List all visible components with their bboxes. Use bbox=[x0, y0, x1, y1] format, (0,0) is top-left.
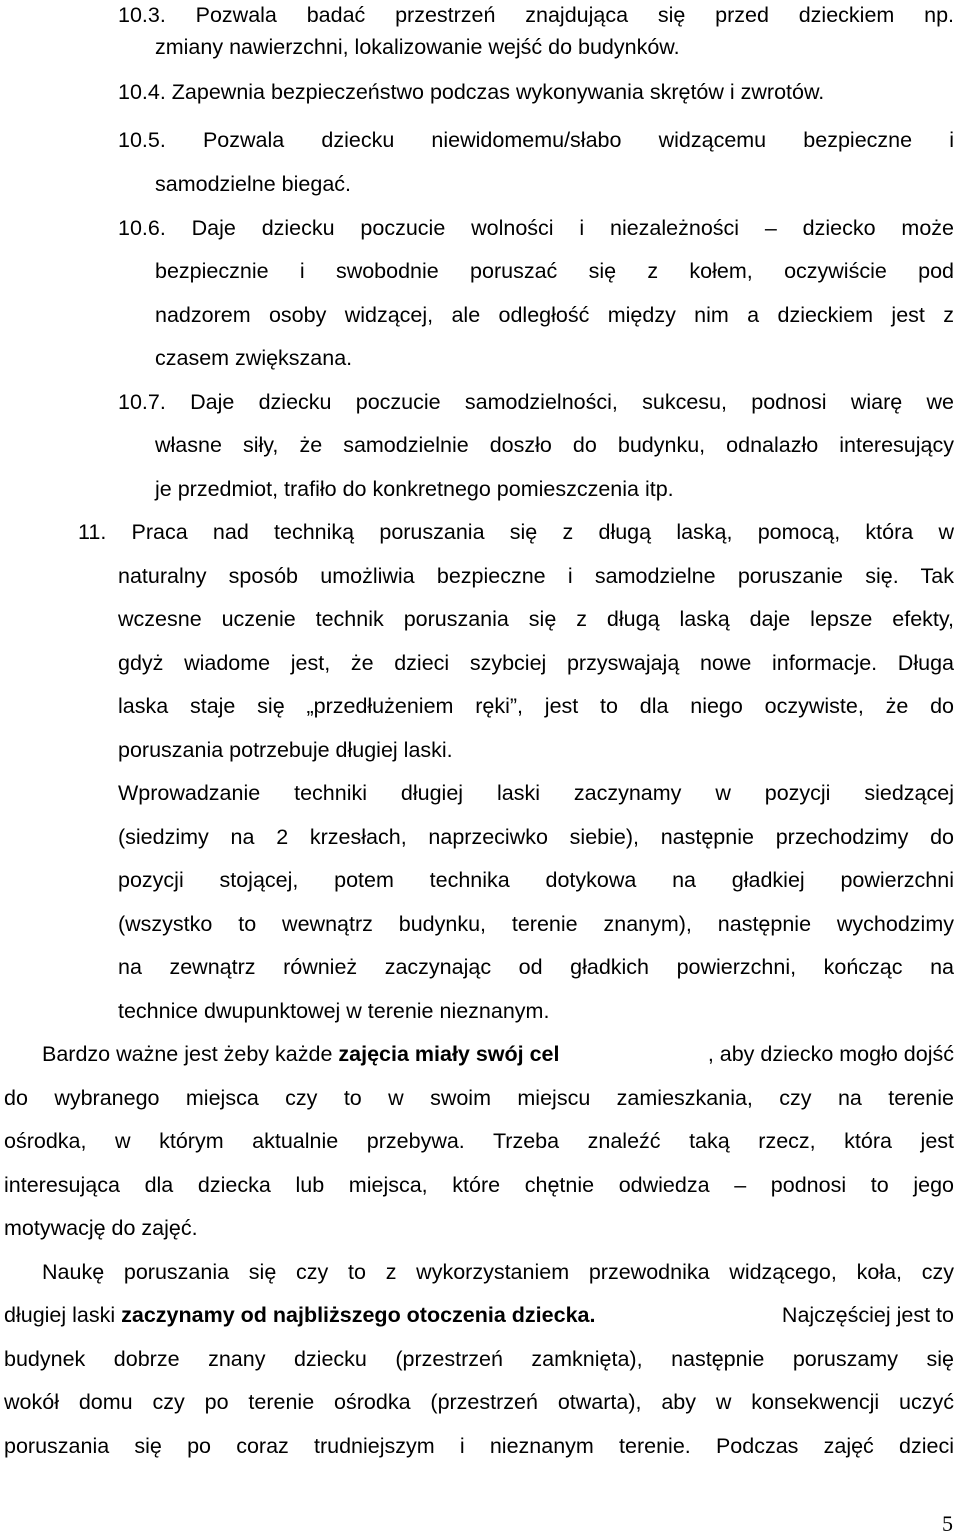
text-line: 10.3. Pozwala badać przestrzeń znajdująca się przed dzieckiem np. bbox=[118, 3, 954, 27]
text-segment: Najczęściej jest to bbox=[775, 1303, 954, 1327]
text-line: laska staje się „przedłużeniem ręki”, jest to dla niego oczywiste, że do bbox=[118, 694, 954, 718]
text-segment: długiej laski bbox=[4, 1303, 122, 1327]
text-line: Naukę poruszania się czy to z wykorzystaniem przewodnika widzącego, koła, czy bbox=[42, 1260, 954, 1284]
text-segment: Bardzo ważne jest żeby każde bbox=[42, 1042, 339, 1066]
text-line: 10.6. Daje dziecku poczucie wolności i niezależności – dziecko może bbox=[118, 216, 954, 240]
text-line: 10.5. Pozwala dziecku niewidomemu/słabo widzącemu bezpieczne i bbox=[118, 128, 954, 152]
bold-phrase: zajęcia miały swój cel bbox=[338, 1042, 560, 1066]
text-line bbox=[4, 1300, 954, 1330]
text-line: pozycji stojącej, potem technika dotykowa na gładkiej powierzchni bbox=[118, 868, 954, 892]
text-line: budynek dobrze znany dziecku (przestrzeń zamknięta), następnie poruszamy się bbox=[4, 1347, 954, 1371]
bold-phrase: zaczynamy od najbliższego otoczenia dziecka. bbox=[121, 1303, 596, 1327]
text-segment: , aby dziecko mogło dojść bbox=[707, 1042, 954, 1066]
text-line: naturalny sposób umożliwia bezpieczne i samodzielne poruszanie się. Tak bbox=[118, 564, 954, 588]
text-line: (wszystko to wewnątrz budynku, terenie znanym), następnie wychodzimy bbox=[118, 912, 954, 936]
text-line: ośrodka, w którym aktualnie przebywa. Trzeba znaleźć taką rzecz, która jest bbox=[4, 1129, 954, 1153]
text-line: interesująca dla dziecka lub miejsca, które chętnie odwiedza – podnosi to jego bbox=[4, 1173, 954, 1197]
text-line: Wprowadzanie techniki długiej laski zaczynamy w pozycji siedzącej bbox=[118, 781, 954, 805]
text-line: czasem zwiększana. bbox=[155, 346, 353, 370]
text-line: motywację do zajęć. bbox=[4, 1216, 198, 1240]
text-line: (siedzimy na 2 krzesłach, naprzeciwko siebie), następnie przechodzimy do bbox=[118, 825, 954, 849]
text-line: bezpiecznie i swobodnie poruszać się z kołem, oczywiście pod bbox=[155, 259, 954, 283]
text-line: 11. Praca nad techniką poruszania się z długą laską, pomocą, która w bbox=[78, 520, 954, 544]
text-line: 10.4. Zapewnia bezpieczeństwo podczas wykonywania skrętów i zwrotów. bbox=[118, 80, 825, 104]
text-line: je przedmiot, trafiło do konkretnego pomieszczenia itp. bbox=[155, 477, 674, 501]
text-line: na zewnątrz również zaczynając od gładkich powierzchni, kończąc na bbox=[118, 955, 954, 979]
text-line: nadzorem osoby widzącej, ale odległość między nim a dzieckiem jest z bbox=[155, 303, 954, 327]
text-line: wczesne uczenie technik poruszania się z długą laską daje lepsze efekty, bbox=[118, 607, 954, 631]
text-line: 10.7. Daje dziecku poczucie samodzielności, sukcesu, podnosi wiarę we bbox=[118, 390, 954, 414]
text-line: poruszania się po coraz trudniejszym i nieznanym terenie. Podczas zajęć dzieci bbox=[4, 1434, 954, 1458]
text-line: zmiany nawierzchni, lokalizowanie wejść do budynków. bbox=[155, 35, 680, 59]
page-number: 5 bbox=[942, 1511, 953, 1536]
text-line: samodzielne biegać. bbox=[155, 172, 352, 196]
text-line bbox=[42, 1039, 954, 1069]
text-line: do wybranego miejsca czy to w swoim miejscu zamieszkania, czy na terenie bbox=[4, 1086, 954, 1110]
text-line: własne siły, że samodzielnie doszło do budynku, odnalazło interesujący bbox=[155, 433, 954, 457]
text-line: poruszania potrzebuje długiej laski. bbox=[118, 738, 453, 762]
text-line: gdyż wiadome jest, że dzieci szybciej przyswajają nowe informacje. Długa bbox=[118, 651, 954, 675]
text-line: technice dwupunktowej w terenie nieznanym. bbox=[118, 999, 550, 1023]
text-line: wokół domu czy po terenie ośrodka (przestrzeń otwarta), aby w konsekwencji uczyć bbox=[4, 1390, 954, 1414]
